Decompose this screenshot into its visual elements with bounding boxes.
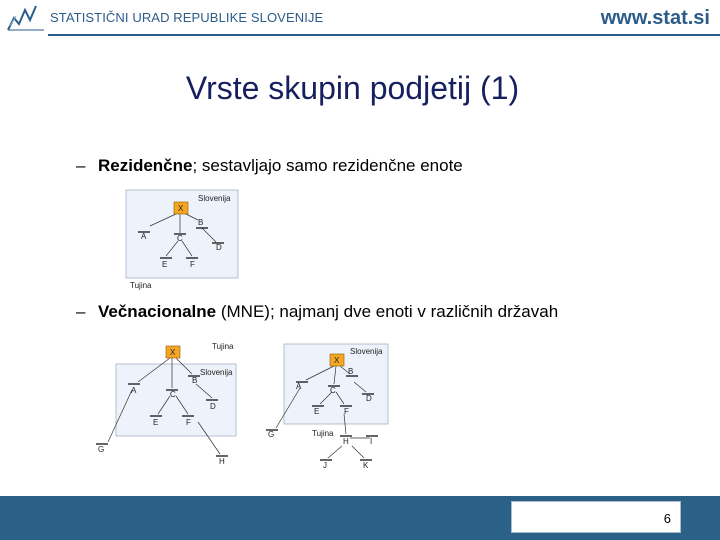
region-label-slovenija: Slovenija xyxy=(350,347,383,356)
node-c-label: C xyxy=(330,386,336,395)
node-h-label: H xyxy=(343,437,349,446)
bullet-resident xyxy=(76,156,463,176)
node-e-label: E xyxy=(153,418,159,427)
diagram-resident-svg xyxy=(120,188,242,292)
node-a-label: A xyxy=(131,386,137,395)
surs-logo-icon xyxy=(6,4,46,32)
node-f-label: F xyxy=(186,418,191,427)
node-a-label: A xyxy=(141,232,147,241)
diagram-mne-left-svg xyxy=(92,338,242,470)
bullet-term: Rezidenčne xyxy=(98,156,193,175)
node-b-label: B xyxy=(192,376,198,385)
node-k-label: K xyxy=(363,461,369,470)
node-g-label: G xyxy=(268,430,275,439)
region-label-slovenija: Slovenija xyxy=(198,194,231,203)
diagram-mne-right-svg xyxy=(262,342,392,474)
slide-header xyxy=(0,0,720,36)
page-number-box xyxy=(511,501,681,533)
region-label-tujina: Tujina xyxy=(212,342,234,351)
diagram-resident-group xyxy=(120,188,242,292)
bullet-text: ; sestavljajo samo rezidenčne enote xyxy=(192,156,463,175)
node-x-label: X xyxy=(334,356,340,365)
node-d-label: D xyxy=(216,243,222,252)
diagram-mne-left xyxy=(92,338,242,470)
node-d-label: D xyxy=(210,402,216,411)
organization-name: STATISTIČNI URAD REPUBLIKE SLOVENIJE xyxy=(50,10,324,25)
region-label-slovenija: Slovenija xyxy=(200,368,233,377)
node-e-label: E xyxy=(314,407,320,416)
diagram-mne-right xyxy=(262,342,392,474)
page-number: 6 xyxy=(663,511,671,526)
header-divider xyxy=(48,34,720,36)
region-label-tujina: Tujina xyxy=(130,281,152,290)
node-f-label: F xyxy=(344,407,349,416)
bullet-dash: – xyxy=(76,156,86,175)
node-c-label: C xyxy=(177,234,183,243)
node-b-label: B xyxy=(198,218,204,227)
node-g-label: G xyxy=(98,445,105,454)
website-url: www.stat.si xyxy=(600,7,710,29)
bullet-dash: – xyxy=(76,302,86,321)
node-d-label: D xyxy=(366,394,372,403)
node-f-label: F xyxy=(190,260,195,269)
node-a-label: A xyxy=(296,382,302,391)
region-label-tujina: Tujina xyxy=(312,429,334,438)
bullet-text: (MNE); najmanj dve enoti v različnih državah xyxy=(216,302,559,321)
node-j-label: J xyxy=(323,461,327,470)
node-x-label: X xyxy=(178,204,184,213)
node-i-label: I xyxy=(370,437,373,446)
node-h-label: H xyxy=(219,457,225,466)
node-x-label: X xyxy=(170,348,176,357)
slide-title: Vrste skupin podjetij (1) xyxy=(185,70,520,106)
bullet-multinational xyxy=(76,302,558,322)
node-c-label: C xyxy=(170,390,176,399)
node-e-label: E xyxy=(162,260,168,269)
node-b-label: B xyxy=(348,367,354,376)
bullet-term: Večnacionalne xyxy=(98,302,217,321)
